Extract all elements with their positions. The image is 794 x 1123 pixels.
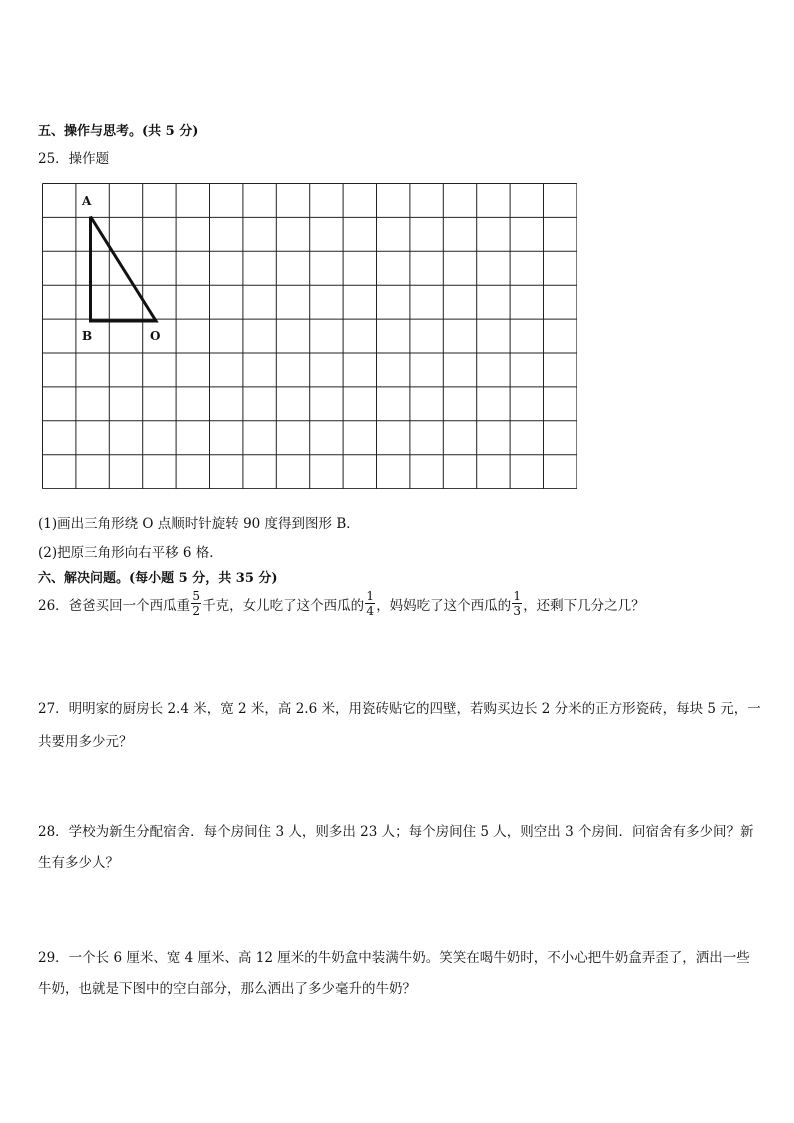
fraction-denominator: 4 <box>366 604 374 618</box>
q25-instruction-1: (1)画出三角形绕 O 点顺时针旋转 90 度得到图形 B． <box>38 516 360 532</box>
vertex-o-label: O <box>150 329 161 343</box>
fraction-one-third <box>512 590 522 617</box>
question-27-line-2: 共要用多少元？ <box>38 734 133 750</box>
question-29-line-1: 29．一个长 6 厘米、宽 4 厘米、高 12 厘米的牛奶盒中装满牛奶。笑笑在喝牛奶时，不小心把牛奶盒弄歪了，洒出一些 <box>38 950 750 966</box>
q26-text-4: ，还剩下几分之几？ <box>523 597 645 614</box>
question-27-line-1: 27．明明家的厨房长 2.4 米，宽 2 米，高 2.6 米，用瓷砖贴它的四壁，若购买边长 2 分米的正方形瓷砖，每块 5 元，一 <box>38 701 761 717</box>
q26-text-3: ，妈妈吃了这个西瓜的 <box>376 597 512 614</box>
fraction-numerator: 1 <box>366 589 374 603</box>
question-28-line-1: 28．学校为新生分配宿舍．每个房间住 3 人，则多出 23 人；每个房间住 5 人，则空出 3 个房间．问宿舍有多少间？新 <box>38 824 754 840</box>
q25-instruction-2: (2)把原三角形向右平移 6 格． <box>38 545 223 561</box>
grid-svg <box>42 183 577 489</box>
vertex-b-label: B <box>82 329 93 343</box>
question-29-line-2: 牛奶，也就是下图中的空白部分，那么洒出了多少毫升的牛奶？ <box>38 981 416 997</box>
q26-text-2: 千克，女儿吃了这个西瓜的 <box>202 597 365 614</box>
fraction-numerator: 1 <box>513 589 521 603</box>
question-28-line-2: 生有多少人？ <box>38 855 119 871</box>
question-25-title: 25．操作题 <box>38 151 110 167</box>
section-five-heading: 五、操作与思考。(共 5 分) <box>38 124 199 139</box>
triangle-abo <box>91 217 157 322</box>
question-26 <box>38 590 645 617</box>
fraction-five-halves <box>191 590 201 617</box>
operation-grid <box>42 183 577 489</box>
fraction-denominator: 2 <box>192 604 200 618</box>
grid-lines <box>43 184 577 489</box>
fraction-denominator: 3 <box>513 604 521 618</box>
fraction-one-quarter <box>365 590 375 617</box>
q26-text-1: 26．爸爸买回一个西瓜重 <box>38 597 191 614</box>
vertex-a-label: A <box>82 194 92 208</box>
section-six-heading: 六、解决问题。(每小题 5 分，共 35 分) <box>38 571 278 586</box>
fraction-numerator: 5 <box>192 589 200 603</box>
